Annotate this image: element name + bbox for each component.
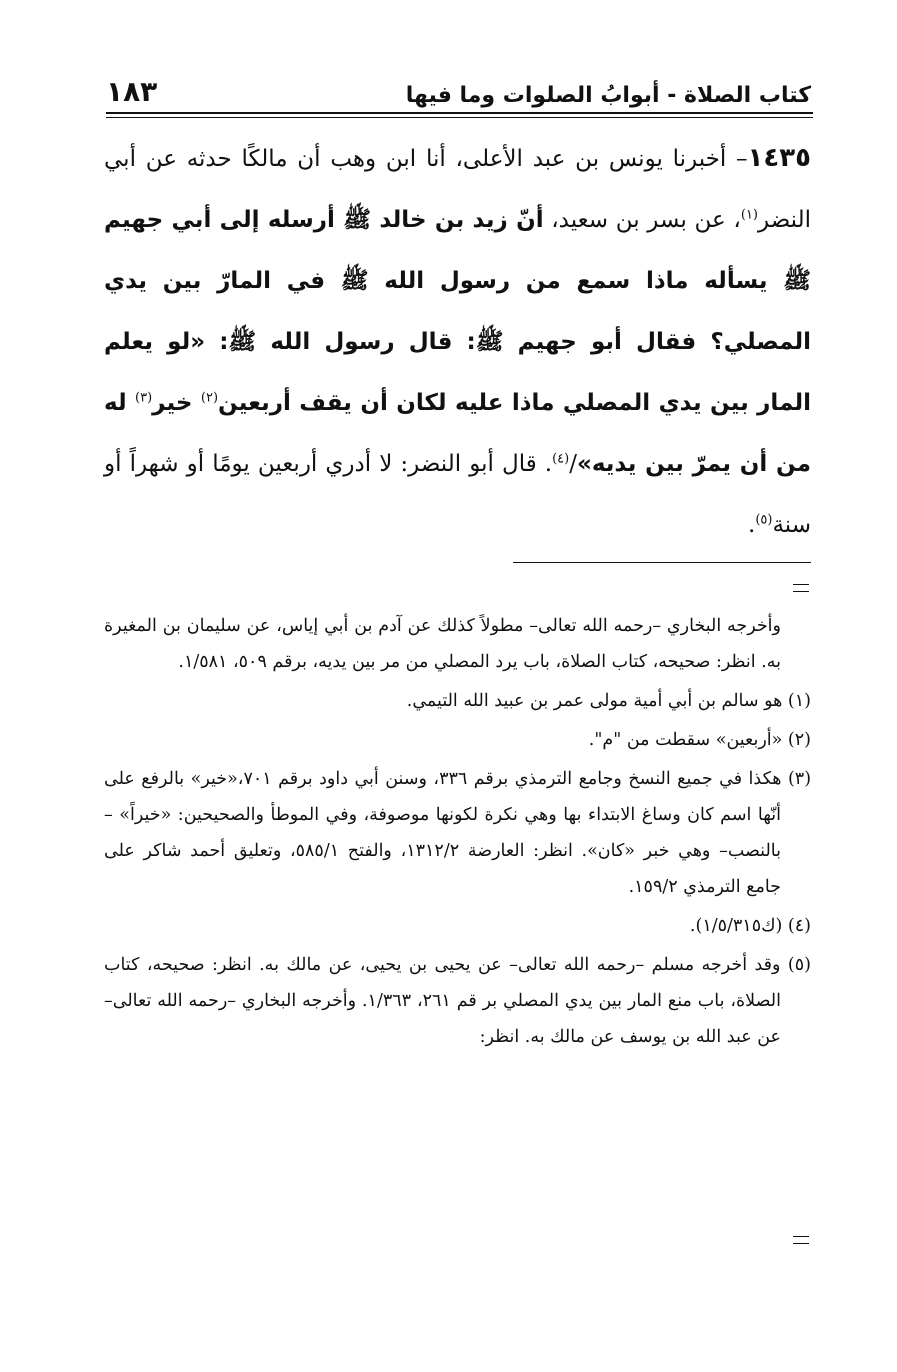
hadith-bold-1: أنّ زيد بن خالد ﷺ أرسله إلى أبي جهيم ﷺ يسأله ماذا سمع من رسول الله ﷺ في المارّ بين يدي المصلي؟ فقال أبو جهيم ﷺ: قال رسول الله ﷺ: «لو يعلم المار بين يدي المصلي ماذا عليه لكان أن يقف أربعين bbox=[104, 207, 812, 416]
hadith-number: ١٤٣٥ bbox=[747, 143, 811, 173]
footnotes bbox=[104, 608, 811, 1058]
hadith-bold-3: له من أن يمرّ بين يديه» bbox=[104, 390, 811, 477]
running-title: كتاب الصلاة - أبوابُ الصلوات وما فيها bbox=[405, 83, 811, 108]
footnote-3: (٣) هكذا في جميع النسخ وجامع الترمذي برقم ٣٣٦، وسنن أبي داود برقم ٧٠١،«خير» بالرفع على أنّها اسم كان وساغ الابتداء بها وهي نكرة لكونها موصوفة، وفي الموطأ والصحيحين: «خيراً» –بالنصب– وهي خبر «كان». انظر: العارضة ١٣١٢/٢، والفتح ٥٨٥/١، وتعليق أحمد شاكر على جامع الترمذي ١٥٩/٢. bbox=[104, 769, 812, 897]
hadith-segment-4: . قال أبو النضر: لا أدري أربعين يومًا أو شهراً أو سنة bbox=[104, 451, 811, 538]
hadith-segment-2: ، عن بسر بن سعيد، bbox=[543, 207, 741, 233]
footnote-ref-3[interactable]: (٣) bbox=[135, 390, 153, 406]
footnote-ref-5[interactable]: (٥) bbox=[755, 512, 773, 528]
continuation-mark-bottom bbox=[793, 1236, 809, 1244]
footnote-2: (٢) «أربعين» سقطت من "م". bbox=[588, 730, 811, 750]
hadith-paragraph bbox=[104, 128, 811, 556]
header-rule bbox=[106, 112, 813, 118]
hadith-segment-3: / bbox=[569, 451, 577, 477]
footnote-1: (١) هو سالم بن أبي أمية مولى عمر بن عبيد الله التيمي. bbox=[406, 691, 811, 711]
page-number: ١٨٣ bbox=[106, 75, 158, 108]
footnote-continuation: وأخرجه البخاري –رحمه الله تعالى– مطولاً كذلك عن آدم بن أبي إياس، عن سليمان بن المغيرة به. انظر: صحيحه، كتاب الصلاة، باب يرد المصلي من مر بين يديه، برقم ٥٠٩، ١/٥٨١. bbox=[104, 616, 781, 672]
hadith-bold-2: خير bbox=[152, 390, 201, 416]
hadith-segment-5: . bbox=[748, 512, 756, 538]
hadith-text bbox=[104, 128, 811, 556]
footnote-ref-4[interactable]: (٤) bbox=[552, 451, 570, 467]
footnote-5: (٥) وقد أخرجه مسلم –رحمه الله تعالى– عن يحيى بن يحيى، عن مالك به. انظر: صحيحه، كتاب الصلاة، باب منع المار بين يدي المصلي بر قم ٢٦١، ١/٣٦٣. وأخرجه البخاري –رحمه الله تعالى– عن عبد الله بن يوسف عن مالك به. انظر: bbox=[104, 955, 811, 1047]
continuation-mark-top bbox=[793, 584, 809, 592]
footnote-4: (٤) (ك١/٥/٣١٥). bbox=[689, 916, 811, 936]
footnote-ref-1[interactable]: (١) bbox=[740, 207, 758, 223]
page-header bbox=[106, 68, 811, 108]
hadith-segment-1: – أخبرنا يونس بن عبد الأعلى، أنا ابن وهب أن مالكًا حدثه عن أبي النضر bbox=[104, 146, 811, 233]
footnote-separator bbox=[513, 562, 811, 563]
footnote-ref-2[interactable]: (٢) bbox=[200, 390, 219, 406]
